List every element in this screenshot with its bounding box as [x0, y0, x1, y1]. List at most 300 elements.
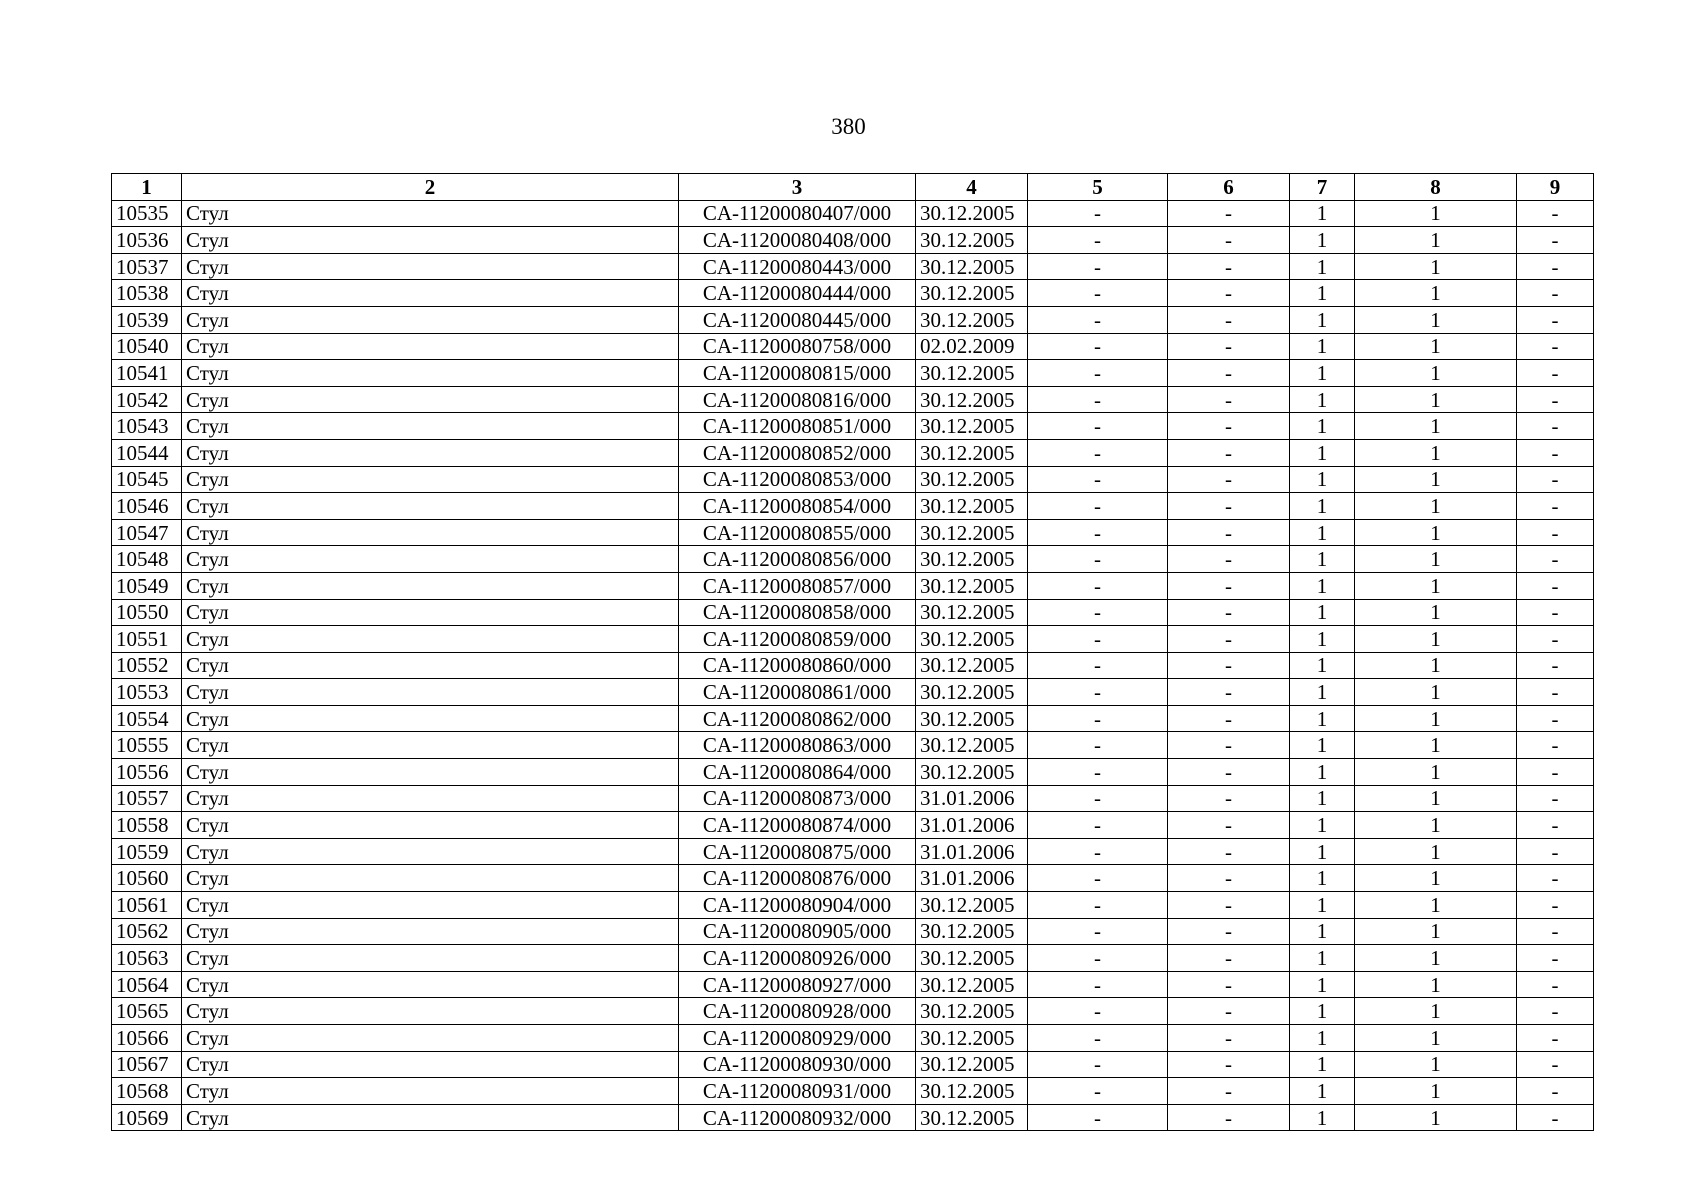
- col-7-value: 1: [1290, 838, 1355, 865]
- col-5-value: -: [1028, 466, 1168, 493]
- col-5-value: -: [1028, 306, 1168, 333]
- col-5-value: -: [1028, 413, 1168, 440]
- col-6-value: -: [1168, 280, 1290, 307]
- table-row: [112, 652, 1594, 679]
- col-7-value: 1: [1290, 253, 1355, 280]
- col-5-value: -: [1028, 200, 1168, 227]
- date: 30.12.2005: [916, 200, 1028, 227]
- inventory-code: CA-11200080860/000: [679, 652, 916, 679]
- item-name: Стул: [182, 865, 679, 892]
- col-9-value: -: [1517, 599, 1594, 626]
- col-9-value: -: [1517, 918, 1594, 945]
- col-6-value: -: [1168, 1051, 1290, 1078]
- row-number: 10550: [112, 599, 182, 626]
- col-8-value: 1: [1355, 253, 1517, 280]
- date: 30.12.2005: [916, 945, 1028, 972]
- inventory-code: CA-11200080931/000: [679, 1078, 916, 1105]
- col-6-value: -: [1168, 253, 1290, 280]
- col-9-value: -: [1517, 892, 1594, 919]
- header-cell-1: 1: [112, 174, 182, 201]
- item-name: Стул: [182, 386, 679, 413]
- col-8-value: 1: [1355, 572, 1517, 599]
- col-9-value: -: [1517, 200, 1594, 227]
- item-name: Стул: [182, 1104, 679, 1131]
- row-number: 10564: [112, 971, 182, 998]
- col-6-value: -: [1168, 785, 1290, 812]
- col-9-value: -: [1517, 546, 1594, 573]
- col-6-value: -: [1168, 200, 1290, 227]
- table-row: [112, 1104, 1594, 1131]
- inventory-code: CA-11200080876/000: [679, 865, 916, 892]
- col-9-value: -: [1517, 812, 1594, 839]
- row-number: 10546: [112, 493, 182, 520]
- col-9-value: -: [1517, 253, 1594, 280]
- col-7-value: 1: [1290, 227, 1355, 254]
- col-8-value: 1: [1355, 732, 1517, 759]
- date: 30.12.2005: [916, 306, 1028, 333]
- col-8-value: 1: [1355, 812, 1517, 839]
- item-name: Стул: [182, 626, 679, 653]
- col-8-value: 1: [1355, 918, 1517, 945]
- inventory-code: CA-11200080932/000: [679, 1104, 916, 1131]
- col-9-value: -: [1517, 439, 1594, 466]
- item-name: Стул: [182, 1025, 679, 1052]
- header-cell-9: 9: [1517, 174, 1594, 201]
- col-7-value: 1: [1290, 732, 1355, 759]
- col-7-value: 1: [1290, 785, 1355, 812]
- col-6-value: -: [1168, 892, 1290, 919]
- col-6-value: -: [1168, 466, 1290, 493]
- col-9-value: -: [1517, 652, 1594, 679]
- table-row: [112, 466, 1594, 493]
- table-row: [112, 865, 1594, 892]
- inventory-code: CA-11200080929/000: [679, 1025, 916, 1052]
- row-number: 10542: [112, 386, 182, 413]
- inventory-code: CA-11200080930/000: [679, 1051, 916, 1078]
- date: 30.12.2005: [916, 918, 1028, 945]
- col-8-value: 1: [1355, 519, 1517, 546]
- inventory-code: CA-11200080927/000: [679, 971, 916, 998]
- row-number: 10541: [112, 360, 182, 387]
- col-7-value: 1: [1290, 280, 1355, 307]
- table-row: [112, 546, 1594, 573]
- col-8-value: 1: [1355, 865, 1517, 892]
- row-number: 10569: [112, 1104, 182, 1131]
- col-7-value: 1: [1290, 1104, 1355, 1131]
- date: 30.12.2005: [916, 493, 1028, 520]
- row-number: 10551: [112, 626, 182, 653]
- col-8-value: 1: [1355, 759, 1517, 786]
- col-7-value: 1: [1290, 572, 1355, 599]
- col-7-value: 1: [1290, 519, 1355, 546]
- col-8-value: 1: [1355, 386, 1517, 413]
- inventory-code: CA-11200080862/000: [679, 705, 916, 732]
- date: 30.12.2005: [916, 652, 1028, 679]
- col-6-value: -: [1168, 386, 1290, 413]
- col-5-value: -: [1028, 253, 1168, 280]
- col-8-value: 1: [1355, 493, 1517, 520]
- date: 30.12.2005: [916, 227, 1028, 254]
- table-row: [112, 892, 1594, 919]
- item-name: Стул: [182, 759, 679, 786]
- inventory-code: CA-11200080858/000: [679, 599, 916, 626]
- col-8-value: 1: [1355, 546, 1517, 573]
- header-cell-2: 2: [182, 174, 679, 201]
- date: 30.12.2005: [916, 439, 1028, 466]
- col-7-value: 1: [1290, 759, 1355, 786]
- col-8-value: 1: [1355, 306, 1517, 333]
- row-number: 10559: [112, 838, 182, 865]
- col-5-value: -: [1028, 626, 1168, 653]
- col-6-value: -: [1168, 493, 1290, 520]
- table-row: [112, 360, 1594, 387]
- item-name: Стул: [182, 200, 679, 227]
- col-9-value: -: [1517, 785, 1594, 812]
- col-5-value: -: [1028, 333, 1168, 360]
- table-row: [112, 253, 1594, 280]
- col-5-value: -: [1028, 1051, 1168, 1078]
- row-number: 10563: [112, 945, 182, 972]
- date: 30.12.2005: [916, 546, 1028, 573]
- row-number: 10562: [112, 918, 182, 945]
- col-8-value: 1: [1355, 280, 1517, 307]
- item-name: Стул: [182, 1051, 679, 1078]
- inventory-code: CA-11200080852/000: [679, 439, 916, 466]
- header-cell-4: 4: [916, 174, 1028, 201]
- date: 30.12.2005: [916, 679, 1028, 706]
- col-6-value: -: [1168, 998, 1290, 1025]
- col-5-value: -: [1028, 572, 1168, 599]
- col-5-value: -: [1028, 918, 1168, 945]
- col-8-value: 1: [1355, 599, 1517, 626]
- item-name: Стул: [182, 652, 679, 679]
- col-7-value: 1: [1290, 439, 1355, 466]
- col-5-value: -: [1028, 227, 1168, 254]
- inventory-code: CA-11200080443/000: [679, 253, 916, 280]
- header-cell-5: 5: [1028, 174, 1168, 201]
- col-7-value: 1: [1290, 918, 1355, 945]
- col-6-value: -: [1168, 759, 1290, 786]
- col-5-value: -: [1028, 705, 1168, 732]
- col-8-value: 1: [1355, 413, 1517, 440]
- col-9-value: -: [1517, 1051, 1594, 1078]
- col-9-value: -: [1517, 865, 1594, 892]
- col-5-value: -: [1028, 865, 1168, 892]
- col-9-value: -: [1517, 572, 1594, 599]
- col-7-value: 1: [1290, 413, 1355, 440]
- date: 30.12.2005: [916, 386, 1028, 413]
- col-5-value: -: [1028, 998, 1168, 1025]
- col-6-value: -: [1168, 945, 1290, 972]
- col-7-value: 1: [1290, 945, 1355, 972]
- col-5-value: -: [1028, 945, 1168, 972]
- col-8-value: 1: [1355, 466, 1517, 493]
- table-row: [112, 572, 1594, 599]
- inventory-code: CA-11200080859/000: [679, 626, 916, 653]
- table-row: [112, 812, 1594, 839]
- col-5-value: -: [1028, 1025, 1168, 1052]
- header-cell-8: 8: [1355, 174, 1517, 201]
- date: 30.12.2005: [916, 626, 1028, 653]
- date: 30.12.2005: [916, 1051, 1028, 1078]
- table-row: [112, 413, 1594, 440]
- date: 30.12.2005: [916, 1104, 1028, 1131]
- inventory-code: CA-11200080904/000: [679, 892, 916, 919]
- col-5-value: -: [1028, 1104, 1168, 1131]
- date: 31.01.2006: [916, 812, 1028, 839]
- col-8-value: 1: [1355, 838, 1517, 865]
- col-6-value: -: [1168, 918, 1290, 945]
- date: 02.02.2009: [916, 333, 1028, 360]
- row-number: 10561: [112, 892, 182, 919]
- col-9-value: -: [1517, 333, 1594, 360]
- header-cell-3: 3: [679, 174, 916, 201]
- item-name: Стул: [182, 466, 679, 493]
- row-number: 10556: [112, 759, 182, 786]
- date: 30.12.2005: [916, 1025, 1028, 1052]
- col-8-value: 1: [1355, 626, 1517, 653]
- row-number: 10538: [112, 280, 182, 307]
- item-name: Стул: [182, 546, 679, 573]
- inventory-code: CA-11200080854/000: [679, 493, 916, 520]
- inventory-code: CA-11200080857/000: [679, 572, 916, 599]
- item-name: Стул: [182, 1078, 679, 1105]
- row-number: 10567: [112, 1051, 182, 1078]
- item-name: Стул: [182, 705, 679, 732]
- row-number: 10566: [112, 1025, 182, 1052]
- item-name: Стул: [182, 945, 679, 972]
- item-name: Стул: [182, 812, 679, 839]
- date: 30.12.2005: [916, 360, 1028, 387]
- col-9-value: -: [1517, 838, 1594, 865]
- col-6-value: -: [1168, 1025, 1290, 1052]
- table-row: [112, 626, 1594, 653]
- row-number: 10537: [112, 253, 182, 280]
- date: 30.12.2005: [916, 971, 1028, 998]
- col-5-value: -: [1028, 812, 1168, 839]
- date: 30.12.2005: [916, 599, 1028, 626]
- col-9-value: -: [1517, 493, 1594, 520]
- col-5-value: -: [1028, 759, 1168, 786]
- col-7-value: 1: [1290, 306, 1355, 333]
- col-5-value: -: [1028, 971, 1168, 998]
- header-cell-7: 7: [1290, 174, 1355, 201]
- row-number: 10568: [112, 1078, 182, 1105]
- item-name: Стул: [182, 360, 679, 387]
- table-row: [112, 705, 1594, 732]
- table-row: [112, 599, 1594, 626]
- col-9-value: -: [1517, 360, 1594, 387]
- date: 30.12.2005: [916, 1078, 1028, 1105]
- date: 31.01.2006: [916, 785, 1028, 812]
- inventory-code: CA-11200080856/000: [679, 546, 916, 573]
- item-name: Стул: [182, 732, 679, 759]
- table-row: [112, 200, 1594, 227]
- col-6-value: -: [1168, 333, 1290, 360]
- table-row: [112, 439, 1594, 466]
- col-6-value: -: [1168, 227, 1290, 254]
- col-9-value: -: [1517, 732, 1594, 759]
- table-row: [112, 227, 1594, 254]
- col-9-value: -: [1517, 759, 1594, 786]
- col-5-value: -: [1028, 785, 1168, 812]
- col-7-value: 1: [1290, 493, 1355, 520]
- item-name: Стул: [182, 679, 679, 706]
- col-6-value: -: [1168, 413, 1290, 440]
- item-name: Стул: [182, 439, 679, 466]
- col-7-value: 1: [1290, 1078, 1355, 1105]
- col-7-value: 1: [1290, 599, 1355, 626]
- date: 30.12.2005: [916, 253, 1028, 280]
- col-5-value: -: [1028, 519, 1168, 546]
- row-number: 10544: [112, 439, 182, 466]
- col-6-value: -: [1168, 1104, 1290, 1131]
- row-number: 10535: [112, 200, 182, 227]
- col-8-value: 1: [1355, 200, 1517, 227]
- col-6-value: -: [1168, 439, 1290, 466]
- col-7-value: 1: [1290, 333, 1355, 360]
- col-6-value: -: [1168, 306, 1290, 333]
- row-number: 10555: [112, 732, 182, 759]
- col-8-value: 1: [1355, 227, 1517, 254]
- col-8-value: 1: [1355, 1051, 1517, 1078]
- col-9-value: -: [1517, 1104, 1594, 1131]
- col-6-value: -: [1168, 599, 1290, 626]
- col-6-value: -: [1168, 705, 1290, 732]
- col-9-value: -: [1517, 227, 1594, 254]
- col-6-value: -: [1168, 865, 1290, 892]
- inventory-code: CA-11200080445/000: [679, 306, 916, 333]
- col-5-value: -: [1028, 1078, 1168, 1105]
- col-9-value: -: [1517, 280, 1594, 307]
- col-6-value: -: [1168, 519, 1290, 546]
- row-number: 10565: [112, 998, 182, 1025]
- col-7-value: 1: [1290, 998, 1355, 1025]
- date: 30.12.2005: [916, 280, 1028, 307]
- col-9-value: -: [1517, 679, 1594, 706]
- inventory-code: CA-11200080853/000: [679, 466, 916, 493]
- row-number: 10557: [112, 785, 182, 812]
- col-5-value: -: [1028, 546, 1168, 573]
- inventory-code: CA-11200080873/000: [679, 785, 916, 812]
- item-name: Стул: [182, 519, 679, 546]
- col-5-value: -: [1028, 386, 1168, 413]
- col-6-value: -: [1168, 812, 1290, 839]
- row-number: 10560: [112, 865, 182, 892]
- col-8-value: 1: [1355, 1025, 1517, 1052]
- col-6-value: -: [1168, 732, 1290, 759]
- col-5-value: -: [1028, 439, 1168, 466]
- col-8-value: 1: [1355, 333, 1517, 360]
- col-7-value: 1: [1290, 812, 1355, 839]
- table-row: [112, 333, 1594, 360]
- col-8-value: 1: [1355, 892, 1517, 919]
- inventory-code: CA-11200080863/000: [679, 732, 916, 759]
- date: 30.12.2005: [916, 759, 1028, 786]
- row-number: 10539: [112, 306, 182, 333]
- col-9-value: -: [1517, 386, 1594, 413]
- header-cell-6: 6: [1168, 174, 1290, 201]
- col-5-value: -: [1028, 838, 1168, 865]
- date: 30.12.2005: [916, 998, 1028, 1025]
- col-8-value: 1: [1355, 1104, 1517, 1131]
- date: 30.12.2005: [916, 705, 1028, 732]
- table-row: [112, 838, 1594, 865]
- item-name: Стул: [182, 892, 679, 919]
- col-5-value: -: [1028, 892, 1168, 919]
- col-8-value: 1: [1355, 360, 1517, 387]
- item-name: Стул: [182, 306, 679, 333]
- row-number: 10540: [112, 333, 182, 360]
- col-5-value: -: [1028, 652, 1168, 679]
- col-6-value: -: [1168, 838, 1290, 865]
- col-8-value: 1: [1355, 1078, 1517, 1105]
- row-number: 10553: [112, 679, 182, 706]
- col-7-value: 1: [1290, 892, 1355, 919]
- col-9-value: -: [1517, 1078, 1594, 1105]
- row-number: 10536: [112, 227, 182, 254]
- row-number: 10554: [112, 705, 182, 732]
- col-6-value: -: [1168, 572, 1290, 599]
- item-name: Стул: [182, 333, 679, 360]
- row-number: 10548: [112, 546, 182, 573]
- item-name: Стул: [182, 253, 679, 280]
- item-name: Стул: [182, 785, 679, 812]
- item-name: Стул: [182, 998, 679, 1025]
- inventory-code: CA-11200080875/000: [679, 838, 916, 865]
- col-5-value: -: [1028, 732, 1168, 759]
- table-row: [112, 1078, 1594, 1105]
- col-7-value: 1: [1290, 386, 1355, 413]
- col-8-value: 1: [1355, 705, 1517, 732]
- col-6-value: -: [1168, 360, 1290, 387]
- header-row: [112, 174, 1594, 201]
- col-8-value: 1: [1355, 439, 1517, 466]
- table-body: [112, 200, 1594, 1131]
- inventory-code: CA-11200080758/000: [679, 333, 916, 360]
- col-9-value: -: [1517, 1025, 1594, 1052]
- inventory-code: CA-11200080861/000: [679, 679, 916, 706]
- col-7-value: 1: [1290, 705, 1355, 732]
- date: 31.01.2006: [916, 865, 1028, 892]
- date: 30.12.2005: [916, 466, 1028, 493]
- item-name: Стул: [182, 838, 679, 865]
- date: 31.01.2006: [916, 838, 1028, 865]
- col-9-value: -: [1517, 998, 1594, 1025]
- col-7-value: 1: [1290, 1025, 1355, 1052]
- inventory-code: CA-11200080815/000: [679, 360, 916, 387]
- col-6-value: -: [1168, 546, 1290, 573]
- col-9-value: -: [1517, 971, 1594, 998]
- item-name: Стул: [182, 599, 679, 626]
- col-7-value: 1: [1290, 865, 1355, 892]
- item-name: Стул: [182, 413, 679, 440]
- inventory-code: CA-11200080407/000: [679, 200, 916, 227]
- item-name: Стул: [182, 918, 679, 945]
- col-5-value: -: [1028, 679, 1168, 706]
- row-number: 10552: [112, 652, 182, 679]
- col-8-value: 1: [1355, 679, 1517, 706]
- row-number: 10543: [112, 413, 182, 440]
- item-name: Стул: [182, 971, 679, 998]
- date: 30.12.2005: [916, 519, 1028, 546]
- col-7-value: 1: [1290, 971, 1355, 998]
- date: 30.12.2005: [916, 413, 1028, 440]
- table-row: [112, 493, 1594, 520]
- table-row: [112, 519, 1594, 546]
- inventory-code: CA-11200080816/000: [679, 386, 916, 413]
- table-row: [112, 1025, 1594, 1052]
